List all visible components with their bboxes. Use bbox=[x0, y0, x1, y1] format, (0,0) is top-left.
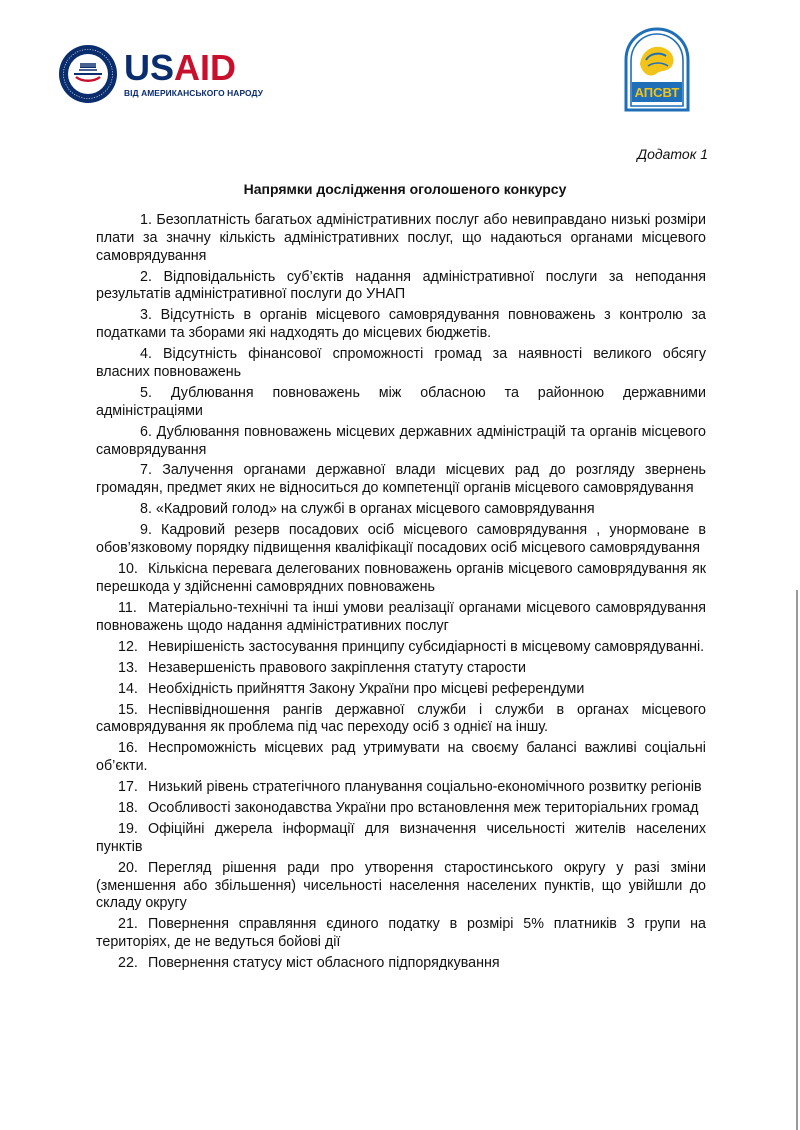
list-item: 1. Безоплатність багатьох адміністративних послуг або невиправдано низькі розміри плати за значну кількість адміністративних послуг, що надаються органами місцевого самоврядування bbox=[96, 212, 706, 264]
document-title: Напрямки дослідження оголошеного конкурсу bbox=[243, 181, 567, 197]
list-item: 11. Матеріально-технічні та інші умови реалізації органами місцевого самоврядування повноважень щодо надання адміністративних послуг bbox=[96, 599, 706, 634]
usaid-tagline: ВІД АМЕРИКАНСЬКОГО НАРОДУ bbox=[124, 88, 264, 98]
usaid-logo bbox=[58, 44, 268, 106]
list-item: 3. Відсутність в органів місцевого самоврядування повноважень з контролю за податками та зборами які надходять до місцевих бюджетів. bbox=[96, 307, 706, 342]
list-item: 12. Невирішеність застосування принципу субсидіарності в місцевому самоврядуванні. bbox=[118, 638, 705, 655]
research-directions-list bbox=[96, 212, 706, 976]
appendix-label: Додаток 1 bbox=[637, 146, 708, 162]
list-item: 9. Кадровий резерв посадових осіб місцевого самоврядування , унормоване в обов’язковому порядку підвищення кваліфікації посадових осіб місцевого самоврядування bbox=[96, 522, 706, 557]
list-item: 18. Особливості законодавства України про встановлення меж територіальних громад bbox=[118, 800, 699, 817]
list-item: 8. «Кадровий голод» на службі в органах місцевого самоврядування bbox=[140, 501, 595, 518]
list-item: 13. Незавершеність правового закріплення статуту старости bbox=[118, 659, 527, 676]
list-item: 10. Кількісна перевага делегованих повноважень органів місцевого самоврядування як перешкода у здійсненні самоврядних повноважень bbox=[96, 561, 706, 595]
apsvt-logo-text: АПСВТ bbox=[634, 85, 680, 100]
usaid-wordmark: USAID bbox=[124, 47, 237, 88]
list-item: 2. Відповідальність суб’єктів надання адміністративної послуги за неподання результатів адміністративної послуги до УНАП bbox=[96, 268, 706, 303]
usaid-seal-icon bbox=[58, 44, 118, 104]
list-item: 15. Неспіввідношення рангів державної служби і служби в органах місцевого самоврядування як проблема під час переходу осіб з однієї на іншу. bbox=[96, 701, 706, 736]
apsvt-logo bbox=[620, 26, 694, 112]
list-item: 19. Офіційні джерела інформації для визначення чисельності жителів населених пунктів bbox=[96, 821, 706, 855]
list-item: 7. Залучення органами державної влади місцевих рад до розгляду звернень громадян, предмет яких не відноситься до компетенції органів місцевого самоврядування bbox=[96, 462, 706, 497]
list-item: 17. Низький рівень стратегічного планування соціально-економічного розвитку регіонів bbox=[118, 779, 702, 796]
list-item: 4. Відсутність фінансової спроможності громад за наявності великого обсягу власних повноважень bbox=[96, 346, 706, 380]
list-item: 14. Необхідність прийняття Закону України про місцеві референдуми bbox=[118, 680, 585, 697]
list-item: 20. Перегляд рішення ради про утворення старостинського округу у разі зміни (зменшення або збільшення) чисельності населення населених пунктів, що увійшли до складу округу bbox=[96, 859, 706, 912]
list-item: 21. Повернення справляння єдиного податку в розмірі 5% платників 3 групи на територіях, де не ведуться бойові дії bbox=[96, 916, 706, 951]
list-item: 16. Неспроможність місцевих рад утримувати на своєму балансі важливі соціальні об’єкти. bbox=[96, 740, 706, 775]
list-item: 6. Дублювання повноважень місцевих державних адміністрацій та органів місцевого самоврядування bbox=[96, 423, 706, 458]
scan-edge-line bbox=[796, 590, 798, 1130]
list-item: 22. Повернення статусу міст обласного підпорядкування bbox=[118, 955, 500, 972]
list-item: 5. Дублювання повноважень між обласною та районною державними адміністраціями bbox=[96, 384, 706, 419]
